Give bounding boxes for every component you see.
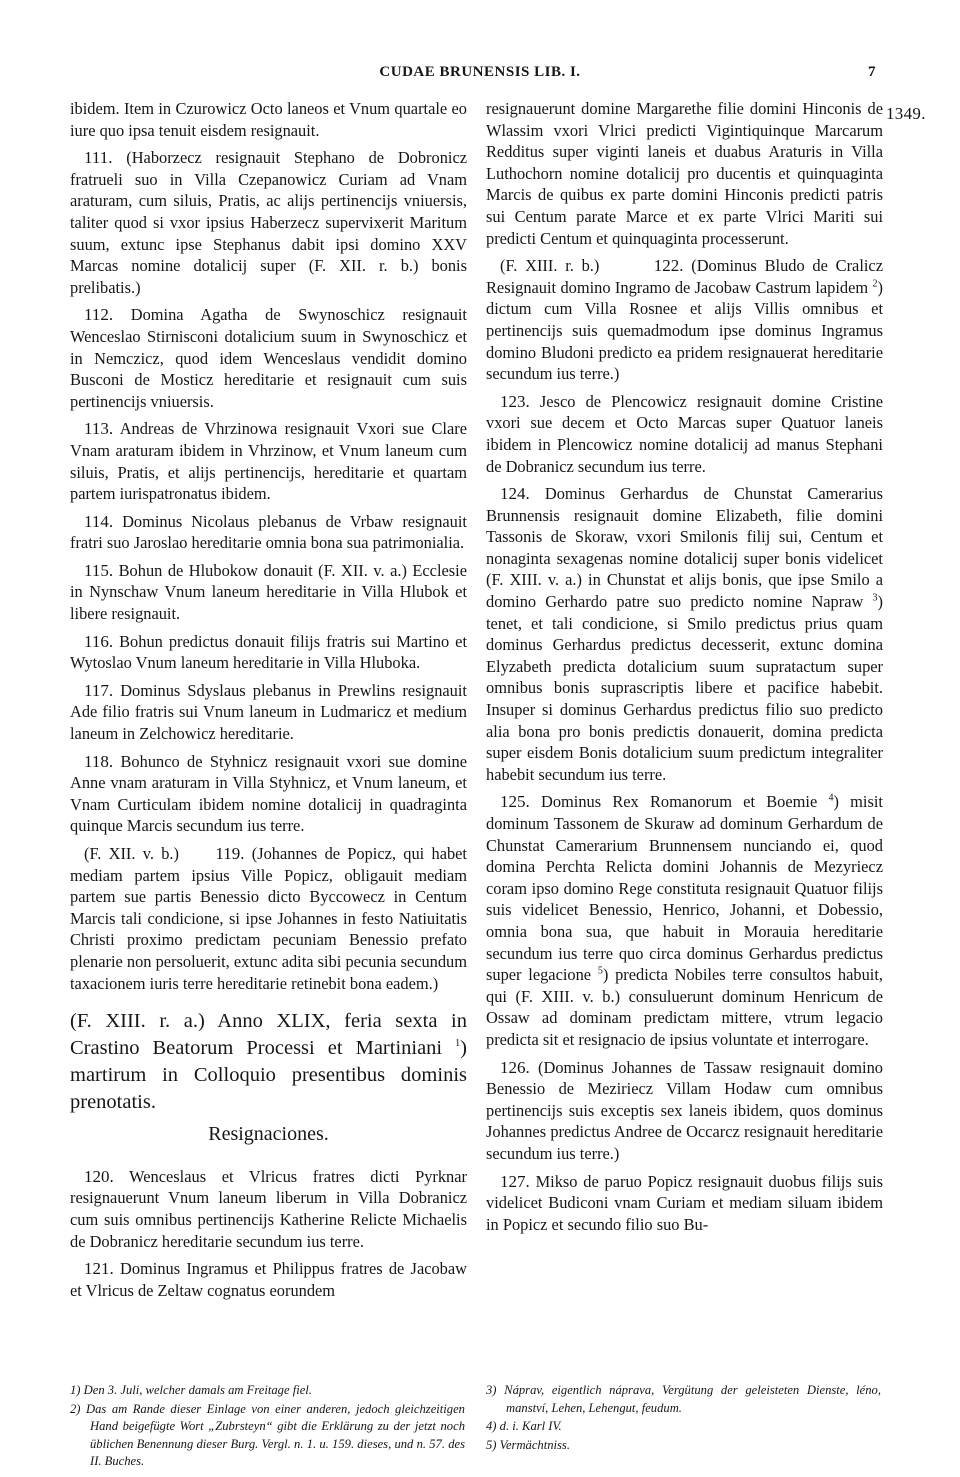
entry-text: (Haborzecz resignauit Stephano de Dobronicz fratrueli suo in Villa Czepanowicz Curiam ad Vnam araturam, cum siluis, Pratis, ac alijs pertinencijs vniuersis, taliter quod si vxor ipsius Haberzecz supervixerit Maritum suum, extunc ipse Stephanus dabit ipsi domino XXV Marcas nomine dotalicij super (F. XII. r. b.) bonis prelibatis.) <box>70 148 467 297</box>
folio-reference: (F. XII. v. b.) <box>84 844 179 863</box>
entry-114 <box>70 511 467 554</box>
entry-number: 126. <box>500 1057 530 1077</box>
footnote: 4) d. i. Karl IV. <box>486 1419 562 1433</box>
footnote-ref: 1 <box>455 1038 461 1050</box>
entry-number: 113. <box>84 419 114 439</box>
footnote-ref: 2 <box>872 278 878 290</box>
entry-text: Andreas de Vhrzinowa resignauit Vxori sue Clare Vnam araturam ibidem in Vhrzinow, et Vnum laneum cum siluis, Pratis, et alijs pertinencijs, hereditarie et quartam partem iurispatronatus ibidem. <box>70 419 467 504</box>
entry-115 <box>70 560 467 625</box>
entry-number: 127. <box>500 1171 530 1191</box>
entry-number: 123. <box>500 391 530 411</box>
footnote-ref: 3 <box>872 592 878 604</box>
entry-117 <box>70 680 467 745</box>
entry-122: (F. XIII. r. b.) 122. (Dominus Bludo de Cralicz Resignauit domino Ingramo de Jacobaw Castrum lapidem $^2$) dictum cum Villa Rosnee et alijs Villis omnibus et pertinencijs suis quemadmodum ipse dominus Ingramus domino Bludoni predicto ea pridem resignauerat hereditarie secundum ius terre.) <box>486 256 883 384</box>
entry-text: Mikso de paruo Popicz resignauit duobus filijs suis videlicet Budiconi vnam Curiam et mediam siluam ibidem in Popicz et secundo filio suo Bu- <box>486 1171 883 1234</box>
entry-111 <box>70 147 467 298</box>
entry-123 <box>486 391 883 477</box>
entry-text: (Johannes de Popicz, qui habet mediam partem ipsius Ville Popicz, obligauit mediam partem sue partis Benessio dicto Byccowecz in Centum Marcis tali condicione, si ipse Johannes in festo Natiuitatis Christi proximo predictam pecuniam Benessio prefato plenarie non persoluerit, extunc adita sibi pecunia secundum taxacionem iuris terre hereditarie retinebit bona eadem.) <box>70 844 467 993</box>
entry-121 <box>70 1258 467 1301</box>
footnote: 1) Den 3. Juli, welcher damals am Freitage fiel. <box>70 1383 312 1397</box>
session-heading: (F. XIII. r. a.) Anno XLIX, feria sexta in Crastino Beatorum Processi et Martiniani $^1$) martirum in Colloquio presentibus dominis prenotatis. <box>70 1010 467 1114</box>
entry-number: 111. <box>84 148 113 168</box>
entry-text: Bohun predictus donauit filijs fratris sui Martino et Wytoslao Vnum laneum hereditarie in Villa Hluboka. <box>70 631 467 673</box>
entry-text: Dominus Nicolaus plebanus de Vrbaw resignauit fratri suo Jaroslao hereditarie omnia bona sua patrimonialia. <box>70 511 467 553</box>
entry-number: 119. <box>215 844 245 863</box>
entry-127 <box>486 1171 883 1236</box>
entry-text: Wenceslaus et Vlricus fratres dicti Pyrknar resignauerunt Vnum laneum liberum in Villa Dobranicz cum suis omnibus pertinencijs Katherine Relicte Michaelis de Dobranicz hereditarie secundum ius terre. <box>70 1166 467 1251</box>
page-number: 7 <box>868 64 876 80</box>
entry-text: (Dominus Johannes de Tassaw resignauit domino Benessio de Meziriecz Villam Hodaw cum omnibus pertinencijs suis exceptis sex laneis ibidem, quos dominus Johannes predictus Andree de Occarcz resignauit hereditarie secundum ius terre.) <box>486 1057 883 1163</box>
entry-text: Bohun de Hlubokow donauit (F. XII. v. a.) Ecclesie in Nynschaw Vnum laneum hereditarie in Villa Hlubok et libere resignauit. <box>70 560 467 624</box>
entry-text: Jesco de Plencowicz resignauit domine Cristine vxori sue decem et Octo Marcas super Quatuor laneis ibidem in Plencowicz nomine dotalicij ad manus Stephani de Dobranicz secundum ius terre. <box>486 391 883 476</box>
entry-number: 112. <box>84 305 114 325</box>
entry-number: 114. <box>84 511 114 531</box>
entry-116 <box>70 631 467 674</box>
entry-119 <box>70 843 467 994</box>
margin-year: 1349. <box>886 104 926 123</box>
entry-text: Domina Agatha de Swynoschicz resignauit Wenceslao Stirnisconi dotalicium suum in Swynoschicz et in Nemczicz, quod idem Wenceslaus vendidit domino Busconi de Mosticz hereditarie et resignauit cum suis pertinencijs vniuersis. <box>70 305 467 411</box>
entry-number: 115. <box>84 560 114 580</box>
entry-number: 124. <box>500 484 530 504</box>
footnote: 2) Das am Rande dieser Einlage von einer anderen, jedoch gleichzeitigen Hand beigefügte Wort „Zubrsteyn“ gibt die Erklärung zu der jetzt noch üblichen Benennung dieser Burg. Vergl. n. 1. u. 159. dieses, und n. 57. des II. Buches. <box>70 1401 465 1468</box>
entry-112 <box>70 304 467 412</box>
entry-124: 124. Dominus Gerhardus de Chunstat Camerarius Brunnensis resignauit domine Elizabeth, filie domini Tassonis de Skoraw, vxori Smilonis filij sui, Centum et nonaginta sexagenas nomine dotalicij super bonis videlicet (F. XIII. v. a.) in Chunstat et alijs bonis, que ipse Smilo a domino Gerhardo patre suo predicto nomine Napraw $^3$) tenet, et tali condicione, si Smilo predictus prius quam dominus Gerhardus predictus decesserit, extunc domina Elyzabeth predicta dotalicium suum supratactum super omnibus bonis suprascriptis libere et pacifice habebit. Insuper si dominus Gerhardus predictus filio suo predicto alia bona pro bonis predictis donauerit, domina predicta super eisdem Bonis dotalicium suum predictum integraliter habebit secundum ius terre. <box>486 484 883 784</box>
entry-125: 125. Dominus Rex Romanorum et Boemie $^4$) misit dominum Tassonem de Skuraw ad dominum Gerhardum de Chunstat Camerarium Brunnensem nunciando ei, quod domina Perchta Relicta domini Johannis de Mezyriecz coram ipso domino Rege constituta resignauit Quatuor filijs suis videlicet Benessio, Henrico, Johanni, et Dobessio, omnia bona sua, que habuit in Morauia hereditarie secundum ius terre quo circa dominus Gerhardus predictus super legacione $^5$) predicta Nobiles terre consultos habuit, qui (F. XIII. v. b.) consuluerunt dominum Henricum de Ossaw ad dominam predictam mittere, vtrum legacio predicta sit et resignacio de ipsius voluntate et interrogare. <box>486 792 883 1049</box>
left-column <box>70 98 467 1307</box>
entry-113 <box>70 418 467 504</box>
footnotes-left <box>70 1382 465 1472</box>
footnote: 5) Vermächtniss. <box>486 1437 570 1452</box>
paragraph-continuation: resignauerunt domine Margarethe filie domini Hinconis de Wlassim vxori Vlrici predicti Vigintiquinque Marcarum Redditus super viginti laneis et duabus Araturis in Villa Luthochorn nomine dotalicij pro ducentis et quinquaginta Marcis de quibus ex parte domini Hinconis predicti patris sui Centum parate Marce et ex parte Vlrici Mariti sui predicti Centum et quinquaginta processerunt. <box>486 99 883 248</box>
paragraph-continuation: ibidem. Item in Czurowicz Octo laneos et Vnum quartale eo iure quo ipsa tenuit eisdem resignauit. <box>70 99 467 140</box>
footnote-ref: 5 <box>597 965 603 977</box>
entry-number: 118. <box>84 751 114 771</box>
entry-number: 116. <box>84 631 114 651</box>
entry-number: 122. <box>653 256 684 276</box>
footnote-ref: 4 <box>828 792 834 804</box>
entry-120 <box>70 1166 467 1252</box>
entry-126 <box>486 1057 883 1165</box>
running-title: CUDAE BRUNENSIS LIB. I. <box>379 64 581 80</box>
entry-number: 121. <box>84 1259 114 1279</box>
right-column <box>486 98 883 1241</box>
footnotes-right <box>486 1382 881 1455</box>
footnote: 3) Náprav, eigentlich náprava, Vergütung der geleisteten Dienste, léno, manství, Lehen, Lehengut, feudum. <box>486 1383 881 1415</box>
entry-text: Bohunco de Styhnicz resignauit vxori sue domine Anne vnam araturam in Villa Styhnicz, et Vnum laneum, et Vnam Curticulam ibidem nomine dotalicij in quadraginta quinque Marcis secundum ius terre. <box>70 751 467 836</box>
entry-number: 117. <box>84 680 114 700</box>
entry-text: Dominus Sdyslaus plebanus in Prewlins resignauit Ade filio fratris sui Vnum laneum in Ludmaricz et medium laneum in Zelchowicz hereditarie. <box>70 680 467 744</box>
entry-number: 125. <box>500 792 530 812</box>
entry-number: 120. <box>84 1166 114 1186</box>
entry-text: Dominus Ingramus et Philippus fratres de Jacobaw et Vlricus de Zeltaw cognatus eorundem <box>70 1259 467 1300</box>
entry-118 <box>70 751 467 837</box>
folio-reference: (F. XIII. r. b.) <box>500 256 600 276</box>
section-title: Resignaciones. <box>208 1123 329 1146</box>
